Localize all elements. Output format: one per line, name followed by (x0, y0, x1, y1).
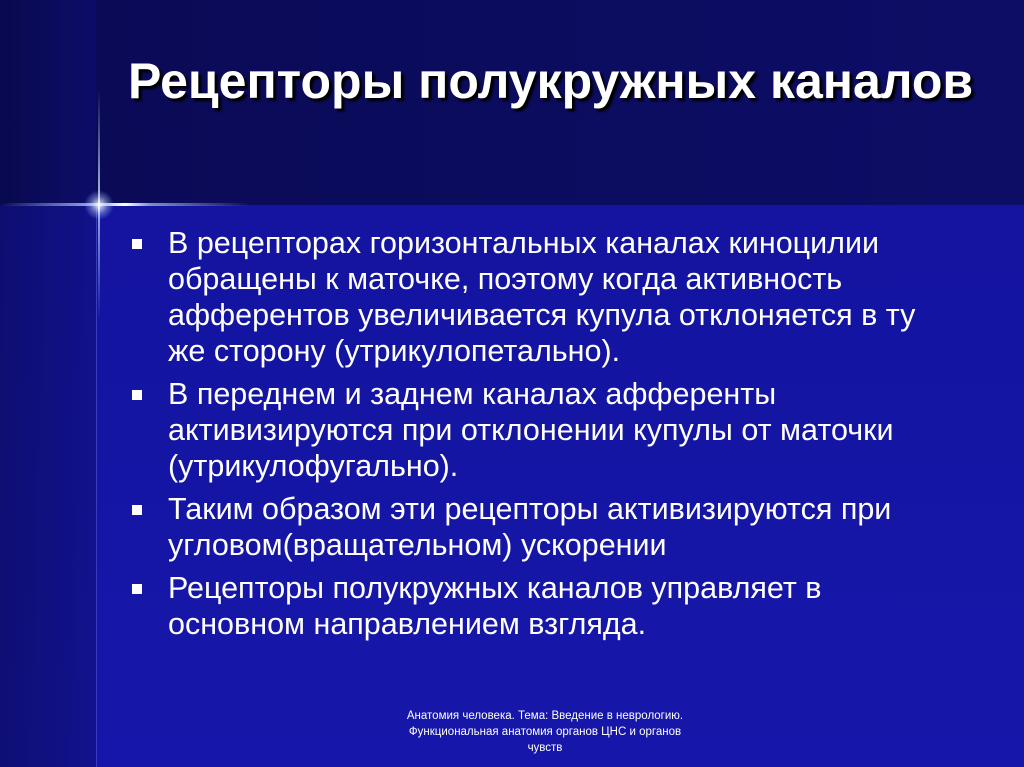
bullet-text: Рецепторы полукружных каналов управляет в основном направлением взгляда. (168, 571, 822, 641)
slide-footer: Анатомия человека. Тема: Введение в неврологию. Функциональная анатомия органов ЦНС и органов чувств (406, 710, 684, 754)
divider-line (96, 205, 97, 767)
bullet-item (128, 570, 958, 642)
left-shade (0, 0, 96, 767)
square-bullet-icon (132, 239, 142, 249)
slide-title: Рецепторы полукружных каналов (128, 53, 974, 109)
bullet-item (128, 491, 958, 563)
square-bullet-icon (132, 390, 142, 400)
bullet-item (128, 376, 958, 484)
bullet-text: В рецепторах горизонтальных каналах киноцилии обращены к маточке, поэтому когда активность афферентов увеличивается купула отклоняется в ту же сторону (утрикулопетально). (168, 226, 916, 368)
bullet-item (128, 225, 958, 369)
sparkle-horizontal-ray (0, 203, 250, 206)
bullet-list (128, 225, 958, 649)
square-bullet-icon (132, 505, 142, 515)
bullet-text: В переднем и заднем каналах афференты активизируются при отклонении купулы от маточки (утрикулофугально). (168, 377, 894, 483)
sparkle-glow (84, 190, 114, 220)
bullet-text: Таким образом эти рецепторы активизируются при угловом(вращательном) ускорении (168, 492, 892, 562)
square-bullet-icon (132, 584, 142, 594)
